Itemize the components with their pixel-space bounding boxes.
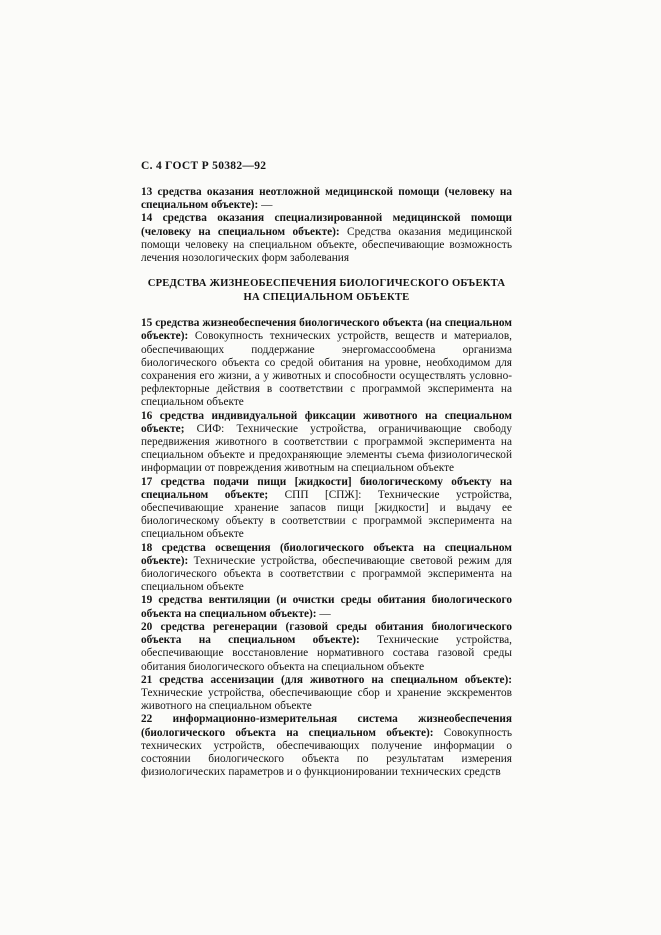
term-definition: — bbox=[316, 607, 331, 620]
term-entry-13 bbox=[141, 186, 512, 212]
term-definition: Совокупность технических устройств, обеспечивающих получение информации о состоянии биологического объекта по результатам измерения физиологических параметров и о функционировании технических средств bbox=[141, 726, 513, 779]
section-heading-line1: СРЕДСТВА ЖИЗНЕОБЕСПЕЧЕНИЯ БИОЛОГИЧЕСКОГО ОБЪЕКТА bbox=[147, 278, 506, 290]
term-entry-17 bbox=[141, 476, 512, 542]
term-definition: Технические устройства, обеспечивающие восстановление нормативного состава газовой среды обитания биологического объекта на специальном объекте bbox=[141, 634, 512, 673]
term-title: 15 средства жизнеобеспечения биологического объекта (на специальном объекте): bbox=[141, 317, 512, 343]
term-entry-21 bbox=[141, 674, 512, 714]
term-title: 14 средства оказания специализированной медицинской помощи (человеку на специальном объекте): bbox=[141, 212, 512, 238]
term-definition: Технические устройства, обеспечивающие световой режим для биологического объекта в соответствии с программой эксперимента на специальном объекте bbox=[141, 554, 512, 594]
term-title: 13 средства оказания неотложной медицинской помощи (человеку на специальном объекте): bbox=[141, 186, 512, 212]
section-heading-line2: НА СПЕЦИАЛЬНОМ ОБЪЕКТЕ bbox=[243, 292, 410, 304]
term-title: 17 средства подачи пищи [жидкости] биологическому объекту на специальном объекте; bbox=[141, 475, 512, 501]
term-title: 18 средства освещения (биологического объекта на специальном объекте): bbox=[141, 541, 512, 567]
term-definition: Технические устройства, обеспечивающие сбор и хранение экскрементов животного на специальном объекте bbox=[141, 686, 512, 713]
term-definition: СПП [СПЖ]: Технические устройства, обеспечивающие хранение запасов пищи [жидкости] и выдачу ее биологическому объекту в соответствии с программой эксперимента на специальном объекте bbox=[141, 488, 513, 541]
term-entry-15 bbox=[141, 317, 512, 409]
page-header: С. 4 ГОСТ Р 50382—92 bbox=[141, 160, 267, 172]
term-title: 16 средства индивидуальной фиксации животного на специальном объекте; bbox=[141, 409, 512, 435]
term-entry-20 bbox=[141, 621, 512, 674]
term-definition: Совокупность технических устройств, веществ и материалов, обеспечивающих поддержание энергомассообмена организма биологического объекта со средой обитания на уровне, необходимом для сохранения его жизни, а у животных и способности осуществлять условно-рефлекторные действия в соответствии с программой эксперимента на специальном объекте bbox=[141, 330, 512, 409]
term-entry-18 bbox=[141, 542, 512, 595]
section-heading bbox=[141, 277, 512, 305]
document-body bbox=[141, 186, 512, 779]
term-entry-16 bbox=[141, 410, 512, 476]
term-title: 20 средства регенерации (газовой среды обитания биологического объекта на специальном объекте): bbox=[141, 620, 512, 647]
term-title: 19 средства вентиляции (и очистки среды обитания биологического объекта на специальном объекте): bbox=[141, 594, 512, 620]
term-title: 21 средства ассенизации (для животного на специальном объекте): bbox=[141, 673, 512, 686]
term-definition: СИФ: Технические устройства, ограничивающие свободу передвижения животного в соответствии с программой эксперимента на специальном объекте и предохраняющие элементы съема физиологической информации от повреждения животным на специальном объекте bbox=[141, 422, 512, 475]
term-entry-14 bbox=[141, 212, 512, 265]
term-definition: — bbox=[258, 199, 273, 212]
term-entry-22 bbox=[141, 713, 512, 779]
term-entry-19 bbox=[141, 594, 512, 620]
term-title: 22 информационно-измерительная система жизнеобеспечения (биологического объекта на специальном объекте): bbox=[141, 713, 512, 739]
term-definition: Средства оказания медицинской помощи человеку на специальном объекте, обеспечивающие возможность лечения нозологических форм заболевания bbox=[141, 225, 513, 265]
